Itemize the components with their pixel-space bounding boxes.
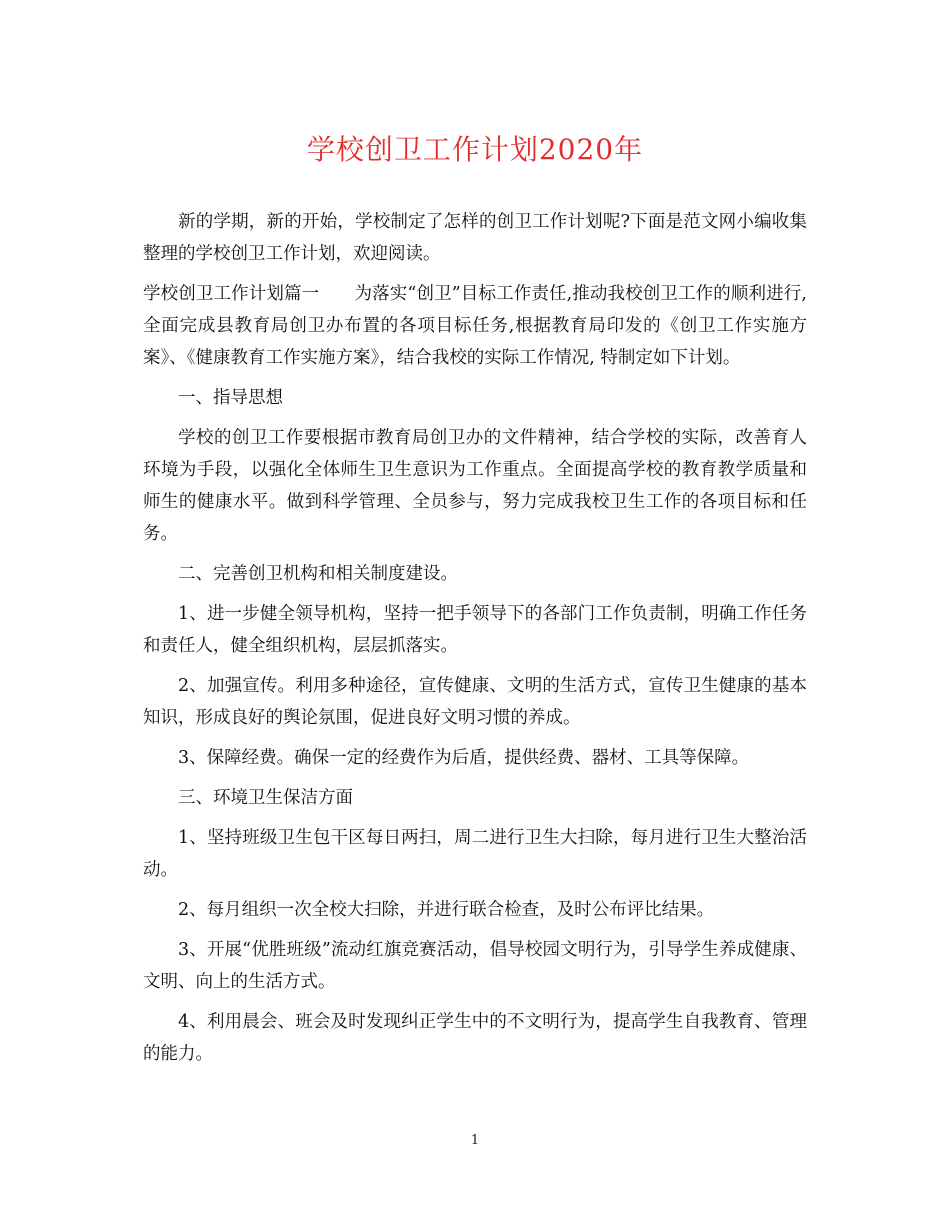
heading-guiding-ideology: 一、指导思想	[178, 388, 283, 408]
paragraph-plan-one: 学校创卫工作计划篇一 为落实“创卫”目标工作责任,推动我校创卫工作的顺利进行,全面完成县教育局创卫办布置的各项目标任务,根据教育局印发的《创卫工作实施方案》、《健康教育工作实施方案》，结合我校的实际工作情况, 特制定如下计划。	[143, 284, 807, 368]
list-item: 4、利用晨会、班会及时发现纠正学生中的不文明行为，提高学生自我教育、管理的能力。	[143, 1012, 807, 1064]
list-item: 3、保障经费。确保一定的经费作为后盾，提供经费、器材、工具等保障。	[178, 748, 750, 768]
document-body	[143, 206, 807, 1070]
list-item: 2、加强宣传。利用多种途径，宣传健康、文明的生活方式，宣传卫生健康的基本知识，形成良好的舆论氛围，促进良好文明习惯的养成。	[143, 676, 807, 728]
list-item: 1、进一步健全领导机构，坚持一把手领导下的各部门工作负责制，明确工作任务和责任人，健全组织机构，层层抓落实。	[143, 604, 807, 656]
list-item: 3、开展“优胜班级”流动红旗竞赛活动，倡导校园文明行为，引导学生养成健康、文明、向上的生活方式。	[143, 940, 807, 992]
document-title: 学校创卫工作计划2020年	[306, 133, 644, 166]
list-item: 1、坚持班级卫生包干区每日两扫，周二进行卫生大扫除，每月进行卫生大整治活动。	[143, 828, 807, 880]
heading-institution-building: 二、完善创卫机构和相关制度建设。	[178, 564, 458, 584]
heading-environment-cleaning: 三、环境卫生保洁方面	[178, 788, 353, 808]
list-item: 2、每月组织一次全校大扫除，并进行联合检查，及时公布评比结果。	[178, 900, 715, 920]
paragraph-guiding-ideology: 学校的创卫工作要根据市教育局创卫办的文件精神，结合学校的实际，改善育人环境为手段，以强化全体师生卫生意识为工作重点。全面提高学校的教育教学质量和师生的健康水平。做到科学管理、全员参与，努力完成我校卫生工作的各项目标和任务。	[143, 428, 807, 544]
page-number: 1	[470, 1133, 480, 1148]
paragraph-intro: 新的学期，新的开始，学校制定了怎样的创卫工作计划呢?下面是范文网小编收集整理的学校创卫工作计划，欢迎阅读。	[143, 212, 807, 264]
